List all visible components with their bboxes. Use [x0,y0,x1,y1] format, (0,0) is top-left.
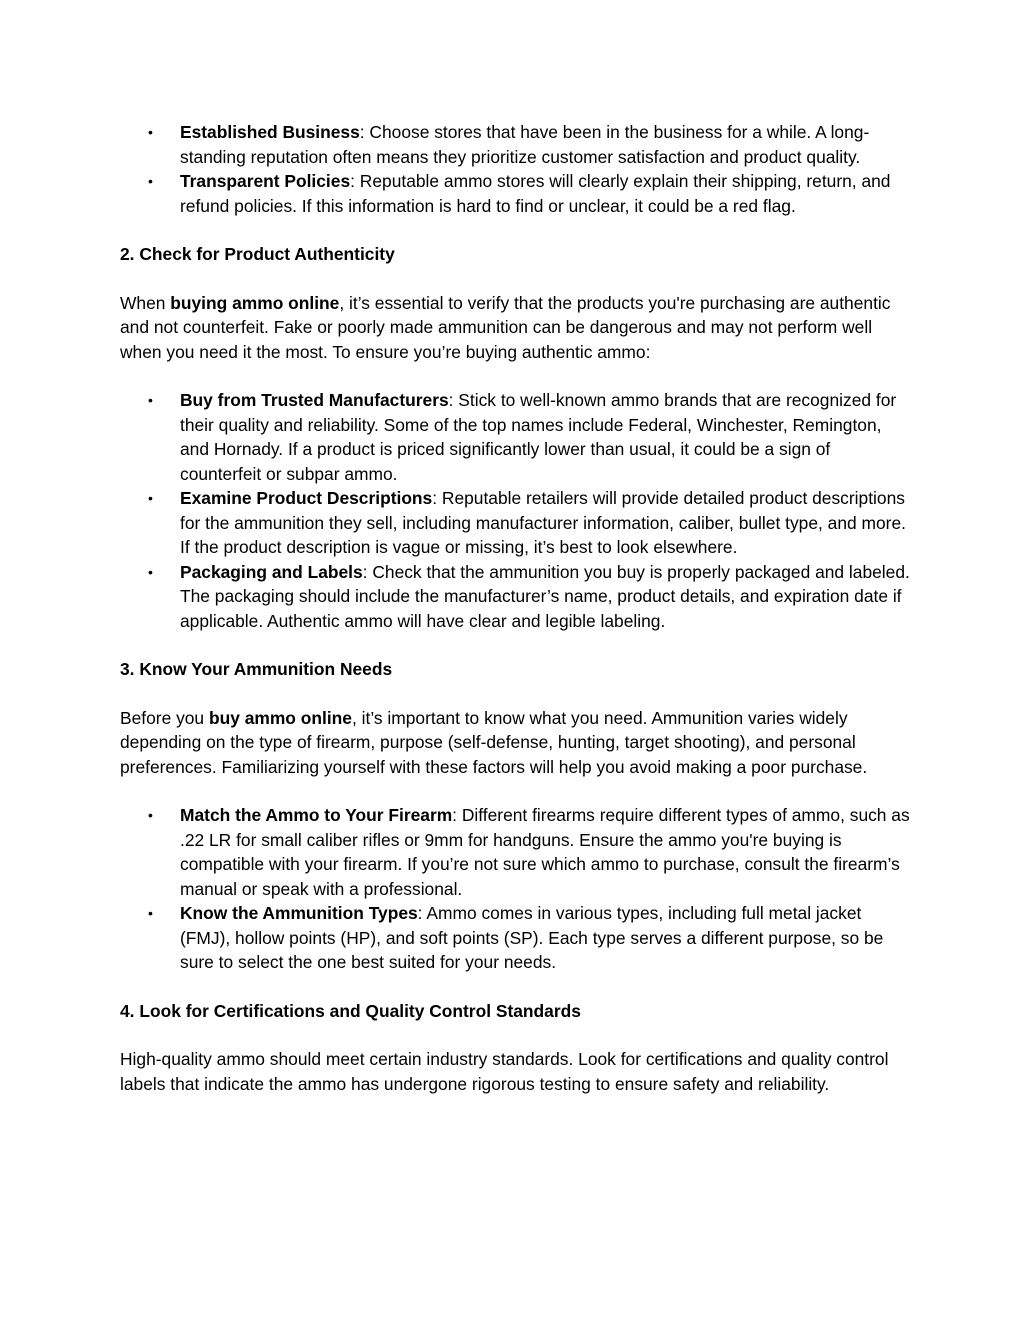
list-item-text: : Ammo comes in various types, including full metal jacket (FMJ), hollow points (HP), and soft points (SP). Each type serves a different purpose, so be sure to select the one best suited for your needs. [180,903,884,972]
list-item [120,120,910,169]
list-item [120,803,910,901]
paragraph-bold-phrase: buy ammo online [208,707,352,728]
list-item-text: : Reputable retailers will provide detailed product descriptions for the ammunition they sell, including manufacturer information, caliber, bullet type, and more. If the product description is vague or missing, it’s best to look elsewhere. [180,488,906,557]
list-item-term: Packaging and Labels [180,561,363,582]
section-2-paragraph [120,291,910,365]
list-item-term: Match the Ammo to Your Firearm [180,805,453,825]
bullet-icon: • [148,173,153,189]
bullet-icon: • [148,392,153,408]
list-item [120,169,910,218]
list-item-term: Established Business [180,122,360,142]
section-3-bullet-list [120,803,910,975]
section-heading-2: 2. Check for Product Authenticity [120,244,395,264]
bullet-icon: • [148,905,153,921]
list-item-text: : Stick to well-known ammo brands that are recognized for their quality and reliability. Some of the top names include Federal, Winchester, Remington, and Hornady. If a product is priced significantly lower than usual, it could be a sign of counterfeit or subpar ammo. [180,390,897,484]
intro-bullet-list [120,120,910,218]
list-item-term: Know the Ammunition Types [180,903,418,923]
list-item [120,901,910,975]
list-item-text: : Check that the ammunition you buy is properly packaged and labeled. The packaging should include the manufacturer’s name, product details, and expiration date if applicable. Authentic ammo will have clear and legible labeling. [180,561,910,631]
section-4-paragraph: High-quality ammo should meet certain industry standards. Look for certifications and quality control labels that indicate the ammo has undergone rigorous testing to ensure safety and reliability. [120,1049,889,1094]
list-item-term: Examine Product Descriptions [180,488,433,508]
list-item [120,560,910,634]
paragraph-text: When [120,292,171,313]
paragraph-text: , it’s essential to verify that the products you're purchasing are authentic and not counterfeit. Fake or poorly made ammunition can be dangerous and may not perform well when you need it the most. To ensure you’re buying authentic ammo: [120,292,891,362]
list-item-term: Buy from Trusted Manufacturers [180,390,449,410]
section-heading-3: 3. Know Your Ammunition Needs [120,659,393,679]
document-body [120,120,910,1096]
section-3-paragraph [120,706,910,780]
paragraph-bold-phrase: buying ammo online [170,292,340,313]
paragraph-text: , it’s important to know what you need. Ammunition varies widely depending on the type of firearm, purpose (self-defense, hunting, target shooting), and personal preferences. Familiarizing yourself with these factors will help you avoid making a poor purchase. [120,707,868,777]
bullet-icon: • [148,124,153,140]
list-item [120,388,910,486]
section-heading-4: 4. Look for Certifications and Quality Control Standards [120,1000,581,1021]
list-item-text: : Choose stores that have been in the business for a while. A long-standing reputation often means they prioritize customer satisfaction and product quality. [180,122,870,167]
bullet-icon: • [148,563,153,580]
bullet-icon: • [148,490,153,506]
bullet-icon: • [148,807,153,823]
list-item-text: : Reputable ammo stores will clearly explain their shipping, return, and refund policies. If this information is hard to find or unclear, it could be a red flag. [180,171,891,216]
list-item-text: : Different firearms require different types of ammo, such as .22 LR for small caliber rifles or 9mm for handguns. Ensure the ammo you're buying is compatible with your firearm. If you’re not sure which ammo to purchase, consult the firearm’s manual or speak with a professional. [180,805,910,899]
list-item [120,486,910,560]
list-item-term: Transparent Policies [180,171,351,191]
paragraph-text: Before you [120,707,209,728]
section-2-bullet-list [120,388,910,633]
